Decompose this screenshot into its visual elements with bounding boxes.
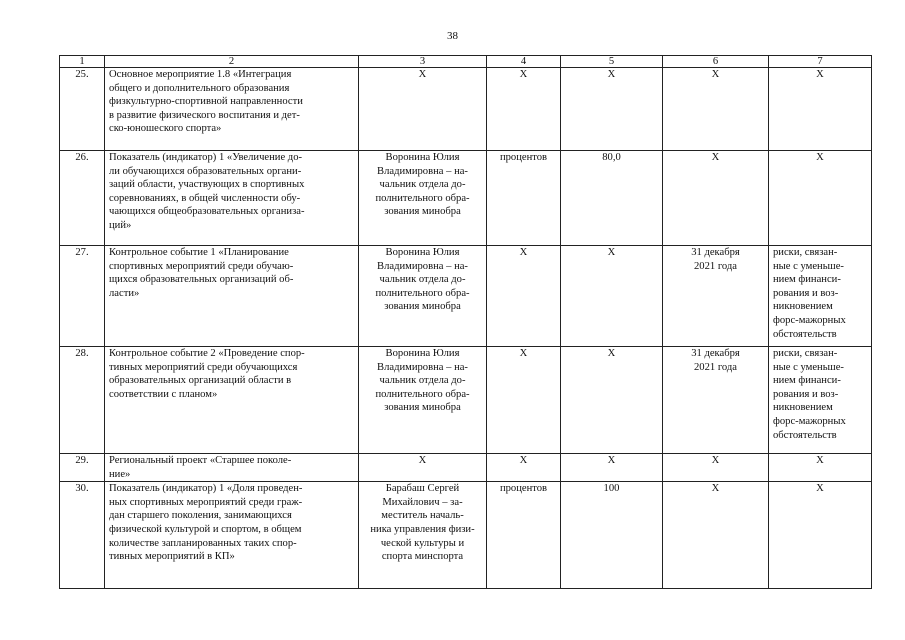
cell-line: Показатель (индикатор) 1 «Доля проведен- xyxy=(109,483,303,495)
row-number: 30. xyxy=(60,482,105,589)
risk-cell xyxy=(769,151,872,246)
value-cell: 100 xyxy=(561,482,663,589)
column-header: 4 xyxy=(487,56,561,68)
cell-line: 31 декабря xyxy=(691,247,740,258)
cell-line: Х xyxy=(711,455,720,466)
table-row xyxy=(60,68,872,151)
cell-line: спортивных мероприятий среди обучаю- xyxy=(109,260,294,272)
value-cell: Х xyxy=(561,454,663,482)
unit-cell: процентов xyxy=(487,482,561,589)
cell-line: 2021 года xyxy=(693,260,737,272)
cell-line: 2021 года xyxy=(693,361,737,373)
cell-line: зования минобра xyxy=(384,402,461,414)
unit-cell: Х xyxy=(487,246,561,347)
cell-line: ческой культуры и xyxy=(380,537,465,549)
table-row xyxy=(60,454,872,482)
cell-line: Михайлович – за- xyxy=(382,496,463,508)
cell-line: дан старшего поколения, занимающихся xyxy=(109,510,292,522)
cell-line: никновением xyxy=(773,301,833,313)
column-header: 3 xyxy=(359,56,487,68)
table-row xyxy=(60,246,872,347)
unit-cell: Х xyxy=(487,454,561,482)
cell-line: образовательных организаций области в xyxy=(109,375,292,387)
cell-line: нием финанси- xyxy=(773,274,841,286)
cell-line: ные с уменьше- xyxy=(773,361,844,373)
cell-line: Х xyxy=(816,483,824,495)
responsible-cell xyxy=(359,454,487,482)
table-header-row xyxy=(60,56,872,68)
date-cell xyxy=(663,68,769,151)
cell-line: Х xyxy=(711,483,720,495)
responsible-cell xyxy=(359,246,487,347)
cell-line: Показатель (индикатор) 1 «Увеличение до- xyxy=(109,152,303,163)
unit-cell: Х xyxy=(487,68,561,151)
cell-line: общего и дополнительного образования xyxy=(109,82,290,94)
responsible-cell xyxy=(359,482,487,589)
cell-line: физической культурой и спортом, в общем xyxy=(109,523,302,535)
cell-line: Барабаш Сергей xyxy=(385,483,460,495)
date-cell xyxy=(663,246,769,347)
cell-line: в развитие физического воспитания и дет- xyxy=(109,109,300,121)
unit-cell: процентов xyxy=(487,151,561,246)
cell-line: ние» xyxy=(109,468,131,480)
date-cell xyxy=(663,482,769,589)
risk-cell xyxy=(769,482,872,589)
cell-line: ника управления физи- xyxy=(370,523,475,535)
column-header: 2 xyxy=(105,56,359,68)
responsible-cell xyxy=(359,68,487,151)
cell-line: 31 декабря xyxy=(691,348,740,359)
cell-line: Х xyxy=(816,69,824,80)
date-cell xyxy=(663,454,769,482)
cell-line: чальник отдела до- xyxy=(379,375,466,387)
table-row xyxy=(60,347,872,454)
cell-line: риски, связан- xyxy=(773,247,838,258)
cell-line: Владимировна – на- xyxy=(377,361,468,373)
cell-line: никновением xyxy=(773,402,833,414)
cell-line: количестве запланированных таких спор- xyxy=(109,537,297,549)
responsible-cell xyxy=(359,347,487,454)
cell-line: чающихся общеобразовательных организа- xyxy=(109,206,305,218)
cell-line: обстоятельств xyxy=(773,328,837,340)
row-number: 27. xyxy=(60,246,105,347)
cell-line: Контрольное событие 1 «Планирование xyxy=(109,247,289,258)
cell-line: ных спортивных мероприятий среди граж- xyxy=(109,496,303,508)
cell-line: Владимировна – на- xyxy=(377,165,468,177)
row-number: 29. xyxy=(60,454,105,482)
cell-line: рования и воз- xyxy=(773,287,839,299)
cell-line: полнительного обра- xyxy=(375,287,470,299)
value-cell: Х xyxy=(561,246,663,347)
cell-line: рования и воз- xyxy=(773,388,839,400)
cell-line: риски, связан- xyxy=(773,348,838,359)
cell-line: Х xyxy=(711,69,720,80)
item-name-cell xyxy=(105,68,359,151)
value-cell: 80,0 xyxy=(561,151,663,246)
cell-line: Региональный проект «Старшее поколе- xyxy=(109,455,292,466)
cell-line: Основное мероприятие 1.8 «Интеграция xyxy=(109,69,292,80)
cell-line: ций» xyxy=(109,219,132,231)
column-header: 6 xyxy=(663,56,769,68)
cell-line: Х xyxy=(418,69,427,80)
date-cell xyxy=(663,347,769,454)
cell-line: полнительного обра- xyxy=(375,192,470,204)
cell-line: обстоятельств xyxy=(773,429,837,441)
cell-line: тивных мероприятий в КП» xyxy=(109,551,235,563)
cell-line: Воронина Юлия xyxy=(385,152,460,163)
risk-cell xyxy=(769,454,872,482)
cell-line: тивных мероприятий среди обучающихся xyxy=(109,361,298,373)
cell-line: соревнованиях, в общей численности обу- xyxy=(109,192,301,204)
cell-line: Х xyxy=(418,455,427,466)
date-cell xyxy=(663,151,769,246)
item-name-cell xyxy=(105,482,359,589)
cell-line: ласти» xyxy=(109,287,140,299)
table-row xyxy=(60,151,872,246)
row-number: 25. xyxy=(60,68,105,151)
cell-line: щихся образовательных организаций об- xyxy=(109,274,294,286)
row-number: 26. xyxy=(60,151,105,246)
row-number: 28. xyxy=(60,347,105,454)
cell-line: ли обучающихся образовательных органи- xyxy=(109,165,302,177)
cell-line: спорта минспорта xyxy=(381,551,464,563)
cell-line: зования минобра xyxy=(384,206,461,218)
item-name-cell xyxy=(105,347,359,454)
risk-cell xyxy=(769,347,872,454)
table-row xyxy=(60,482,872,589)
cell-line: соответствии с планом» xyxy=(109,388,218,400)
responsible-cell xyxy=(359,151,487,246)
program-table xyxy=(59,55,872,589)
cell-line: полнительного обра- xyxy=(375,388,470,400)
cell-line: чальник отдела до- xyxy=(379,274,466,286)
risk-cell xyxy=(769,68,872,151)
item-name-cell xyxy=(105,454,359,482)
item-name-cell xyxy=(105,151,359,246)
table-body xyxy=(60,68,872,589)
cell-line: ско-юношеского спорта» xyxy=(109,123,222,135)
cell-line: Воронина Юлия xyxy=(385,348,460,359)
cell-line: Владимировна – на- xyxy=(377,260,468,272)
cell-line: форс-мажорных xyxy=(773,314,846,326)
unit-cell: Х xyxy=(487,347,561,454)
cell-line: форс-мажорных xyxy=(773,415,846,427)
value-cell: Х xyxy=(561,68,663,151)
cell-line: Х xyxy=(816,455,824,466)
page-number: 38 xyxy=(447,30,458,42)
cell-line: Контрольное событие 2 «Проведение спор- xyxy=(109,348,305,359)
cell-line: меститель началь- xyxy=(381,510,464,522)
value-cell: Х xyxy=(561,347,663,454)
cell-line: Х xyxy=(711,152,720,163)
cell-line: зования минобра xyxy=(384,301,461,313)
item-name-cell xyxy=(105,246,359,347)
cell-line: Воронина Юлия xyxy=(385,247,460,258)
cell-line: заций области, участвующих в спортивных xyxy=(109,179,305,191)
column-header: 7 xyxy=(769,56,872,68)
cell-line: ные с уменьше- xyxy=(773,260,844,272)
cell-line: Х xyxy=(816,152,824,163)
cell-line: нием финанси- xyxy=(773,375,841,387)
cell-line: чальник отдела до- xyxy=(379,179,466,191)
column-header: 1 xyxy=(60,56,105,68)
column-header: 5 xyxy=(561,56,663,68)
risk-cell xyxy=(769,246,872,347)
cell-line: физкультурно-спортивной направленности xyxy=(109,96,303,108)
